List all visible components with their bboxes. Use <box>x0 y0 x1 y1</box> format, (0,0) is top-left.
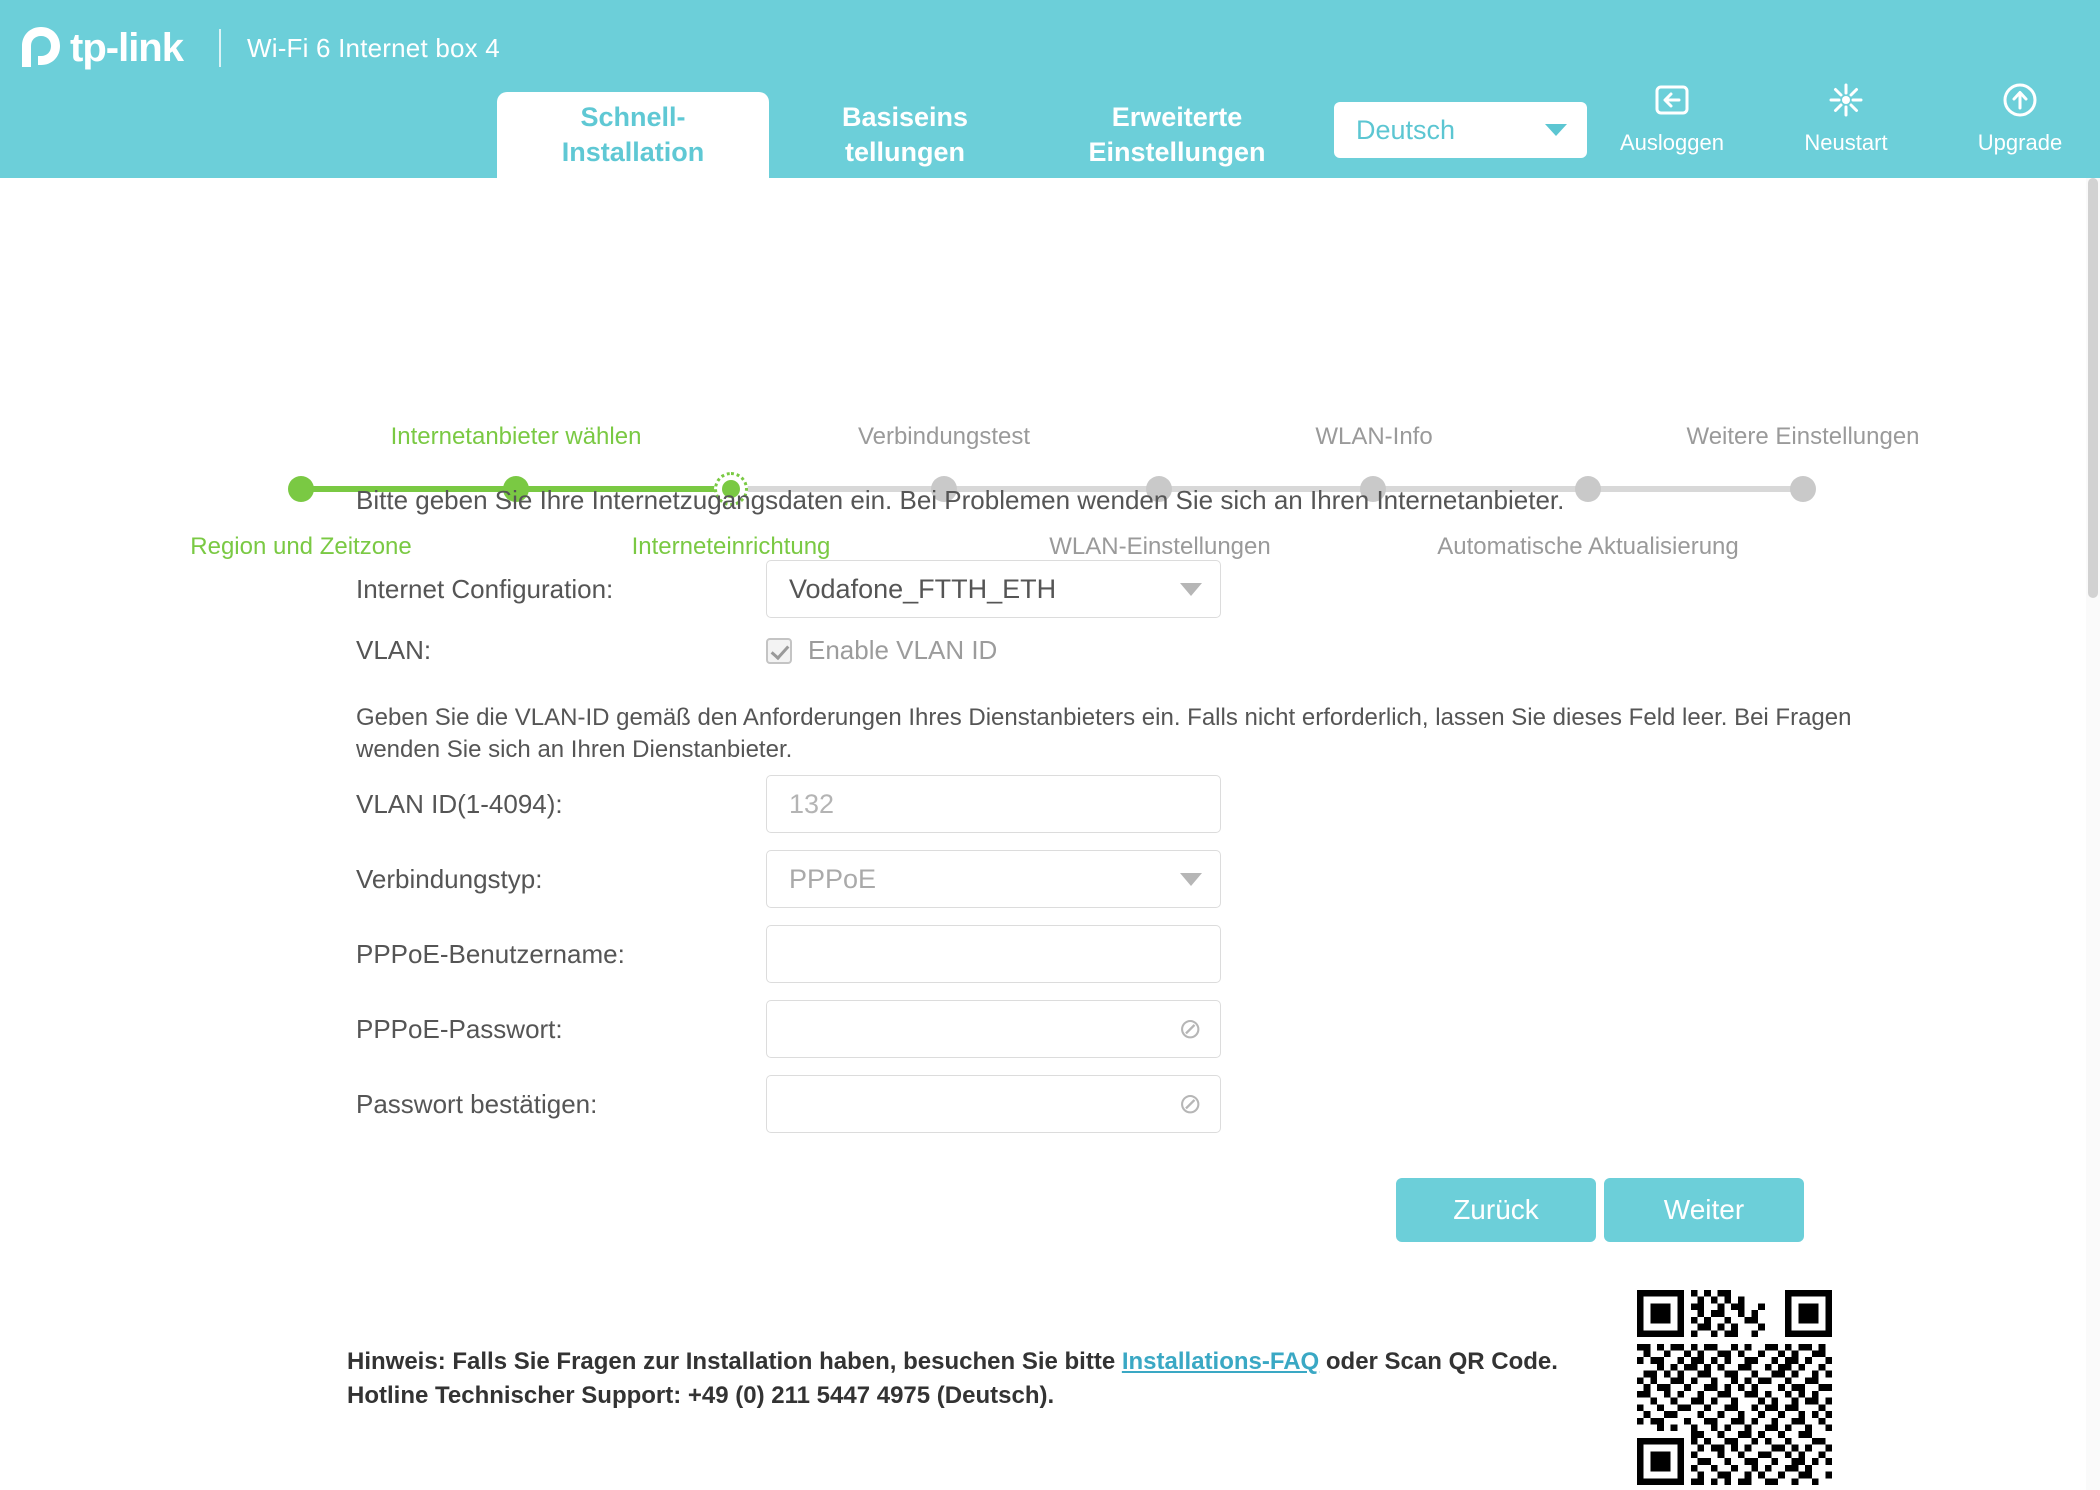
row-pppoe-password <box>356 1000 1221 1058</box>
main-tabs <box>497 92 1313 178</box>
confirm-password-input[interactable] <box>766 1075 1221 1133</box>
tp-link-logo-icon <box>14 21 68 75</box>
vlan-label: VLAN: <box>356 635 432 665</box>
installation-note-prefix: Hinweis: Falls Sie Fragen zur Installation haben, besuchen Sie bitte <box>347 1348 1122 1375</box>
next-button[interactable]: Weiter <box>1604 1178 1804 1242</box>
row-vlan <box>356 635 997 666</box>
connection-type-value: PPPoE <box>789 863 877 894</box>
pppoe-password-label: PPPoE-Passwort: <box>356 1013 563 1044</box>
row-confirm-password <box>356 1075 1221 1133</box>
tab-basiseinstellungen-line1: Basiseins <box>841 102 969 133</box>
installations-faq-link[interactable]: Installations-FAQ <box>1121 1348 1320 1375</box>
enable-vlan-id-label: Enable VLAN ID <box>808 635 998 665</box>
language-select-value: Deutsch <box>1356 114 1456 145</box>
step-label-weitere-einstellungen: Weitere Einstellungen <box>1686 423 1920 450</box>
logout-label: Ausloggen <box>1620 130 1724 155</box>
reboot-button[interactable] <box>1790 78 1902 156</box>
step-label-wlan-info: WLAN-Info <box>1315 423 1433 450</box>
tab-basiseinstellungen[interactable] <box>769 92 1041 178</box>
installation-note-suffix: oder Scan QR Code. <box>1319 1348 1558 1375</box>
tab-erweiterte-einstellungen-line1: Erweiterte <box>1111 102 1243 133</box>
vlan-hint-text: Geben Sie die VLAN-ID gemäß den Anforderungen Ihres Dienstanbieters ein. Falls nicht erforderlich, lassen Sie dieses Feld leer. Bei Fragen wenden Sie sich an Ihren Dienstanbieter. <box>356 704 1852 763</box>
row-internet-configuration <box>356 560 1221 618</box>
upgrade-button[interactable] <box>1964 78 2076 156</box>
form-intro-text: Bitte geben Sie Ihre Internetzugangsdaten ein. Bei Problemen wenden Sie sich an Ihren Internetanbieter. <box>356 485 1565 515</box>
pppoe-password-input[interactable] <box>766 1000 1221 1058</box>
tab-schnell-installation-line1: Schnell- <box>580 102 686 133</box>
step-label-wlan-einstellungen: WLAN-Einstellungen <box>1049 533 1271 560</box>
confirm-password-label: Passwort bestätigen: <box>356 1088 598 1119</box>
connection-type-select[interactable] <box>766 850 1221 908</box>
logout-button[interactable] <box>1616 78 1728 156</box>
step-label-automatische-aktualisierung: Automatische Aktualisierung <box>1437 533 1739 560</box>
enable-vlan-id-checkbox-group[interactable] <box>766 635 997 666</box>
row-vlan-id <box>356 775 1221 833</box>
step-label-region-zeitzone: Region und Zeitzone <box>190 533 412 560</box>
step-label-verbindungstest: Verbindungstest <box>857 423 1031 450</box>
step-label-interneteinrichtung: Interneteinrichtung <box>631 533 831 560</box>
reboot-icon <box>1790 78 1902 122</box>
upgrade-icon <box>1964 78 2076 122</box>
device-model-label: Wi-Fi 6 Internet box 4 <box>246 32 500 63</box>
internet-configuration-value: Vodafone_FTTH_ETH <box>789 573 1057 604</box>
pppoe-username-input[interactable] <box>766 925 1221 983</box>
installation-note <box>347 1345 1667 1412</box>
internet-configuration-select[interactable] <box>766 560 1221 618</box>
tab-erweiterte-einstellungen-line2: Einstellungen <box>1088 137 1266 167</box>
chevron-down-icon <box>1180 873 1202 886</box>
brand-divider <box>219 29 221 67</box>
row-pppoe-username <box>356 925 1221 983</box>
vlan-id-label: VLAN ID(1-4094): <box>356 788 563 819</box>
toggle-password-visibility-icon[interactable]: ⊘ <box>1178 1013 1202 1044</box>
row-connection-type <box>356 850 1221 908</box>
hotline-text: Hotline Technischer Support: +49 (0) 211 5447 4975 (Deutsch). <box>347 1381 1055 1409</box>
header-actions <box>1616 78 2076 156</box>
tab-schnell-installation[interactable] <box>497 92 769 178</box>
qr-code <box>1637 1290 1832 1485</box>
chevron-down-icon <box>1545 124 1567 136</box>
step-dot-region-zeitzone[interactable] <box>288 476 314 502</box>
chevron-down-icon <box>1180 583 1202 596</box>
enable-vlan-id-checkbox[interactable] <box>766 638 792 664</box>
page-scrollbar[interactable] <box>2086 178 2100 1490</box>
brand <box>14 18 500 78</box>
tab-erweiterte-einstellungen[interactable] <box>1041 92 1313 178</box>
step-label-internetanbieter: Internetanbieter wählen <box>390 423 642 450</box>
vlan-id-placeholder: 132 <box>789 788 835 819</box>
step-dot-weitere-einstellungen[interactable] <box>1790 476 1816 502</box>
connection-type-label: Verbindungstyp: <box>356 863 543 894</box>
reboot-label: Neustart <box>1804 130 1888 155</box>
internet-configuration-label: Internet Configuration: <box>356 573 614 604</box>
step-dot-automatische-aktualisierung[interactable] <box>1575 476 1601 502</box>
vlan-id-input[interactable] <box>766 775 1221 833</box>
language-select[interactable] <box>1334 102 1587 158</box>
upgrade-label: Upgrade <box>1977 130 2063 155</box>
tab-schnell-installation-line2: Installation <box>561 137 705 167</box>
scrollbar-thumb[interactable] <box>2088 178 2098 598</box>
logout-icon <box>1616 78 1728 122</box>
tab-basiseinstellungen-line2: tellungen <box>844 137 965 167</box>
form-actions <box>1396 1178 1804 1242</box>
toggle-confirm-password-visibility-icon[interactable]: ⊘ <box>1178 1088 1202 1119</box>
brand-name: tp-link <box>70 25 183 70</box>
pppoe-username-label: PPPoE-Benutzername: <box>356 938 625 969</box>
app-header <box>0 0 2100 178</box>
back-button[interactable]: Zurück <box>1396 1178 1596 1242</box>
